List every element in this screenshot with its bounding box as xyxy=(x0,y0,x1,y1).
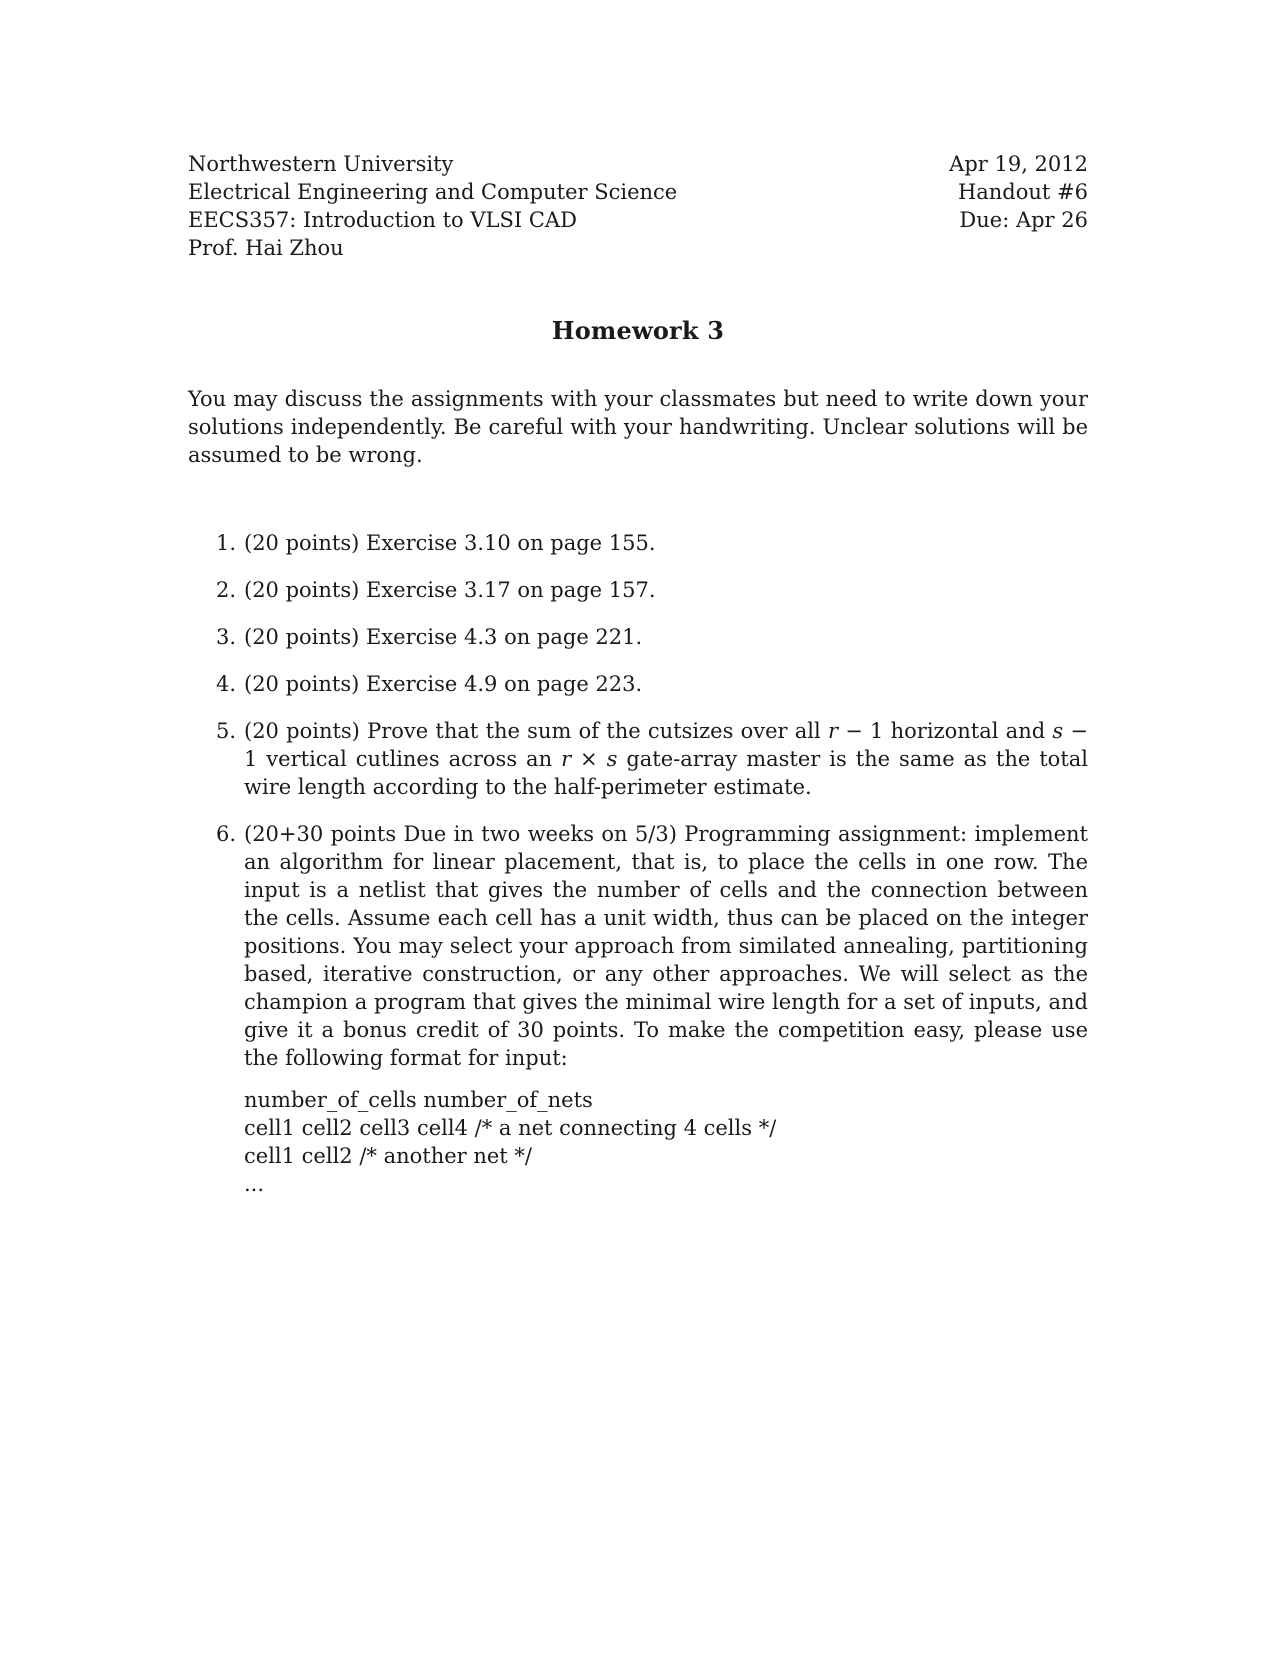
problem-number: 4. xyxy=(215,672,236,696)
professor-name: Prof. Hai Zhou xyxy=(188,236,344,260)
format-line: ... xyxy=(244,1172,265,1196)
due-date: Due: Apr 26 xyxy=(959,208,1088,232)
problem-text: (20 points) Exercise 4.9 on page 223. xyxy=(244,672,643,696)
format-line: cell1 cell2 cell3 cell4 /* a net connecting 4 cells */ xyxy=(244,1116,777,1140)
problem-number: 3. xyxy=(215,625,236,649)
problem-item xyxy=(188,529,1088,557)
department-name: Electrical Engineering and Computer Science xyxy=(188,180,678,204)
header-right xyxy=(949,150,1088,262)
problem-body xyxy=(244,820,1088,1198)
input-format-block xyxy=(244,1086,1088,1198)
problem-text: (20 points) Exercise 4.3 on page 221. xyxy=(244,625,643,649)
problem-text-part: (20 points) Prove that the sum of the cutsizes over all xyxy=(244,719,828,743)
problem-item xyxy=(188,820,1088,1198)
format-line: number_of_cells number_of_nets xyxy=(244,1088,593,1112)
problem-item xyxy=(188,576,1088,604)
math-variable-s: s xyxy=(1052,719,1064,743)
problem-number: 2. xyxy=(215,578,236,602)
problem-item xyxy=(188,670,1088,698)
handout-date: Apr 19, 2012 xyxy=(949,152,1088,176)
problem-list xyxy=(188,529,1088,1198)
problem-number: 6. xyxy=(215,822,236,846)
problem-text xyxy=(244,717,1088,801)
handout-number: Handout #6 xyxy=(957,180,1088,204)
problem-item xyxy=(188,717,1088,801)
math-variable-r: r xyxy=(827,719,838,743)
problem-text: (20+30 points Due in two weeks on 5/3) Programming assignment: implement an algorithm for linear placement, that is, to place the cells in one row. The input is a netlist that gives the number of cells and the connection between the cells. Assume each cell has a unit width, thus can be placed on the integer positions. You may select your approach from similated annealing, partitioning based, iterative construction, or any other approaches. We will select as the champion a program that gives the minimal wire length for a set of inputs, and give it a bonus credit of 30 points. To make the competition easy, please use the following format for input: xyxy=(244,822,1088,1070)
math-variable-r: r xyxy=(561,747,572,771)
document-page xyxy=(188,150,1088,1217)
problem-text-part: − 1 horizontal and xyxy=(838,719,1053,743)
problem-number: 1. xyxy=(215,531,236,555)
intro-paragraph: You may discuss the assignments with your classmates but need to write down your solutions independently. Be careful with your handwriting. Unclear solutions will be assumed to be wrong. xyxy=(188,387,1088,467)
problem-text-part: × xyxy=(571,747,607,771)
math-variable-s: s xyxy=(606,747,618,771)
header-left xyxy=(188,150,677,262)
format-line: cell1 cell2 /* another net */ xyxy=(244,1144,533,1168)
university-name: Northwestern University xyxy=(188,152,454,176)
document-title: Homework 3 xyxy=(551,316,725,345)
problem-item xyxy=(188,623,1088,651)
problem-text: (20 points) Exercise 3.10 on page 155. xyxy=(244,531,656,555)
problem-text-part: − 1 vertical cutlines across an xyxy=(244,719,1088,771)
document-header xyxy=(188,150,1088,262)
problem-text: (20 points) Exercise 3.17 on page 157. xyxy=(244,578,656,602)
course-name: EECS357: Introduction to VLSI CAD xyxy=(188,208,577,232)
problem-text-part: gate-array master is the same as the total wire length according to the half-perimeter estimate. xyxy=(244,747,1088,799)
problem-number: 5. xyxy=(215,719,236,743)
